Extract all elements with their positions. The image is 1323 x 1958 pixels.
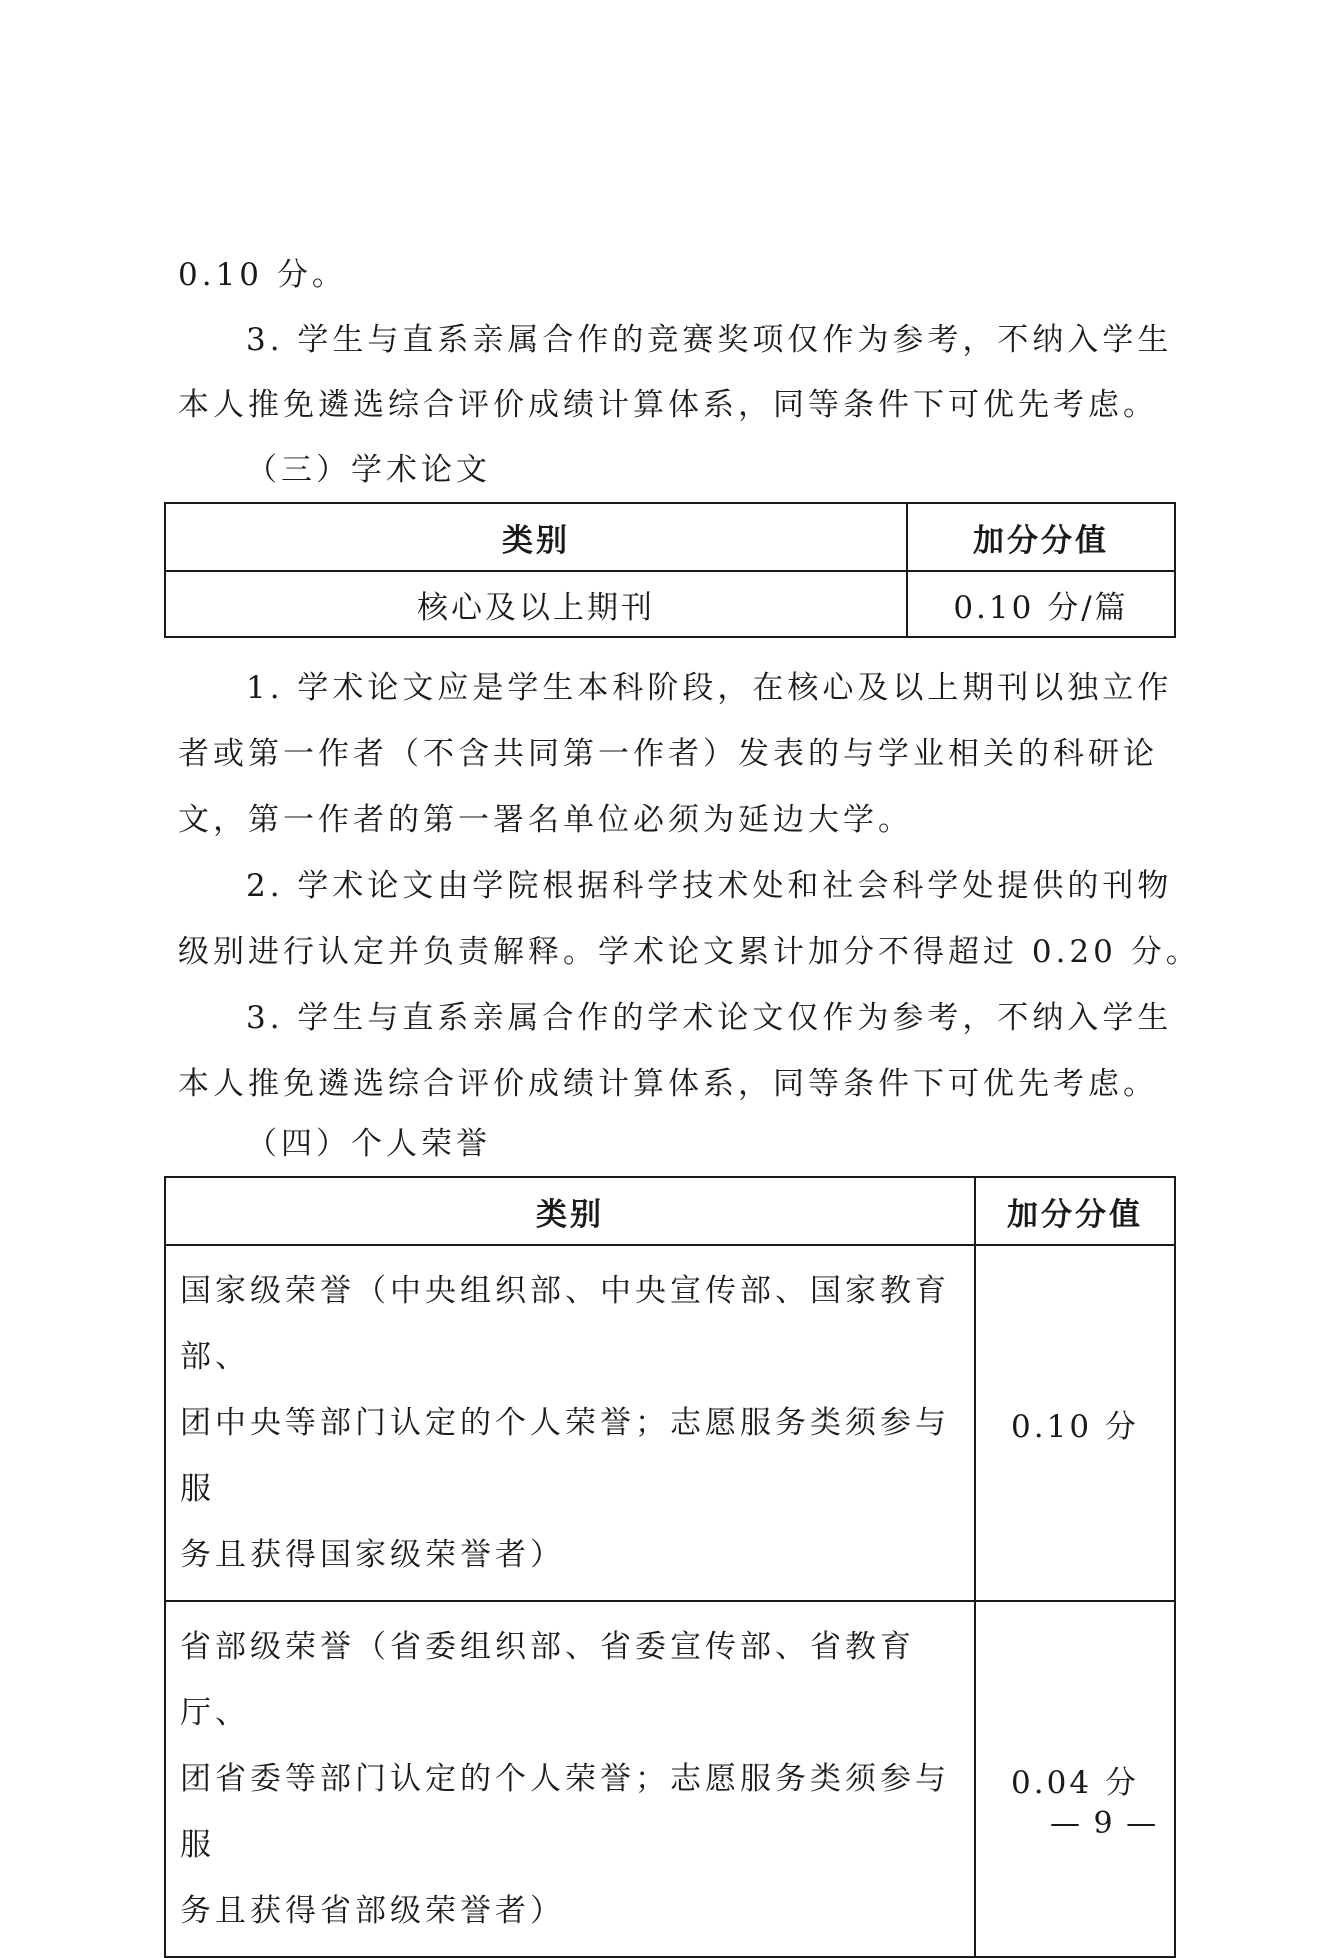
column-header-score: 加分分值 [975, 1177, 1175, 1245]
paragraph-line: 者或第一作者（不含共同第一作者）发表的与学业相关的科研论 [178, 736, 1158, 772]
section-heading-academic-papers: （三）学术论文 [246, 452, 491, 488]
table-header-row [165, 1177, 1175, 1245]
category-line: 省部级荣誉（省委组织部、省委宣传部、省教育厅、 [180, 1629, 915, 1731]
category-line: 团中央等部门认定的个人荣誉；志愿服务类须参与服 [180, 1405, 950, 1507]
category-cell [165, 1601, 975, 1957]
score-cell: 0.10 分/篇 [907, 571, 1175, 637]
personal-honors-table [164, 1176, 1176, 1958]
table-row [165, 571, 1175, 637]
academic-papers-table [164, 502, 1176, 638]
score-cell: 0.10 分 [975, 1245, 1175, 1601]
paragraph-line: 本人推免遴选综合评价成绩计算体系，同等条件下可优先考虑。 [178, 387, 1158, 423]
table-header-row [165, 503, 1175, 571]
score-cell: 0.04 分 [975, 1601, 1175, 1957]
section-heading-personal-honors: （四）个人荣誉 [246, 1126, 491, 1162]
table-row [165, 1601, 1175, 1957]
paragraph-line: 级别进行认定并负责解释。学术论文累计加分不得超过 0.20 分。 [178, 934, 1201, 970]
category-line: 务且获得省部级荣誉者） [180, 1893, 565, 1929]
paragraph-line: 文，第一作者的第一署名单位必须为延边大学。 [178, 802, 913, 838]
paragraph-line: 本人推免遴选综合评价成绩计算体系，同等条件下可优先考虑。 [178, 1066, 1158, 1102]
paragraph-line: 1. 学术论文应是学生本科阶段，在核心及以上期刊以独立作 [246, 670, 1173, 706]
paragraph-line: 2. 学术论文由学院根据科学技术处和社会科学处提供的刊物 [246, 868, 1173, 904]
column-header-score: 加分分值 [907, 503, 1175, 571]
column-header-category: 类别 [165, 503, 907, 571]
page-number: — 9 — [1050, 1806, 1159, 1841]
paragraph-line: 0.10 分。 [178, 257, 347, 293]
column-header-category: 类别 [165, 1177, 975, 1245]
category-line: 务且获得国家级荣誉者） [180, 1537, 565, 1573]
category-cell [165, 1245, 975, 1601]
paragraph-line: 3. 学生与直系亲属合作的学术论文仅作为参考，不纳入学生 [246, 1000, 1173, 1036]
table-row [165, 1245, 1175, 1601]
category-line: 国家级荣誉（中央组织部、中央宣传部、国家教育部、 [180, 1273, 950, 1375]
paragraph-line: 3. 学生与直系亲属合作的竞赛奖项仅作为参考，不纳入学生 [246, 322, 1173, 358]
category-line: 团省委等部门认定的个人荣誉；志愿服务类须参与服 [180, 1761, 950, 1863]
category-cell: 核心及以上期刊 [165, 571, 907, 637]
